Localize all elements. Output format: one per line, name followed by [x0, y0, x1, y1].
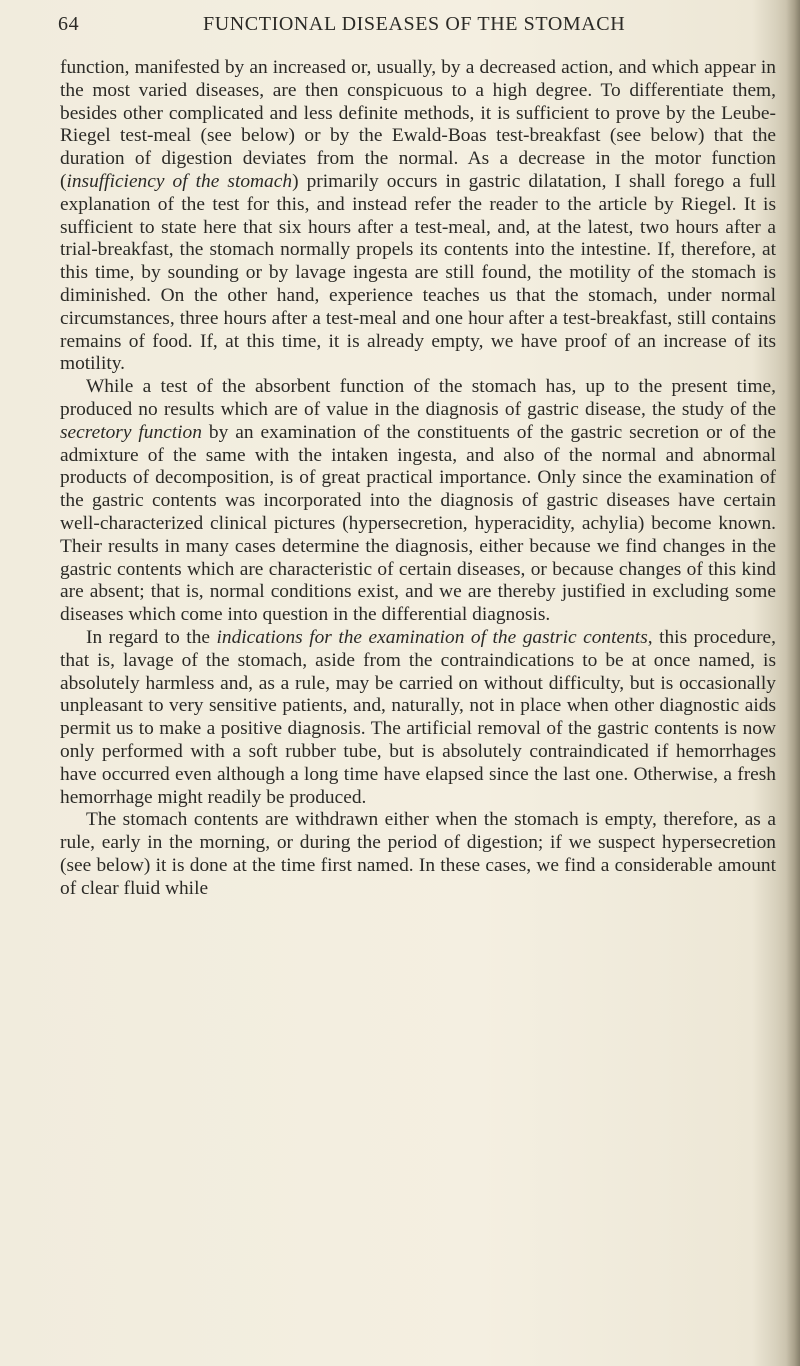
italic-phrase: indications for the examination of the gastric contents [216, 626, 648, 648]
page-number: 64 [58, 13, 80, 35]
text-run: by an examination of the constituents of the gastric secretion or of the admixture of the same with the intaken ingesta, and also of the normal and abnormal products of decomposition, is of great practical importance. Only since the examination of the gastric contents was incorporated into the diagnosis of gastric diseases have certain well-characterized clinical pictures (hypersecretion, hyperacidity, achylia) become known. Their results in many cases determine the diagnosis, either because we find changes in the gastric contents which are characteristic of certain diseases, or because changes of this kind are absent; that is, normal conditions exist, and we are thereby justified in excluding some diseases which come into question in the differential diagnosis. [60, 421, 777, 626]
italic-phrase: insufficiency of the stomach [66, 170, 293, 192]
paragraph [60, 627, 776, 809]
paragraph [60, 57, 776, 376]
running-title: FUNCTIONAL DISEASES OF THE STOMACH [203, 13, 626, 35]
text-run: The stomach contents are withdrawn either when the stomach is empty, therefore, as a rule, early in the morning, or during the period of digestion; if we suspect hypersecretion (see below) it is done at the time first named. In these cases, we find a considerable amount of clear fluid while [60, 809, 776, 899]
page-header [58, 4, 774, 44]
page-edge-shadow [786, 0, 800, 1366]
paragraph [60, 809, 776, 900]
text-run: While a test of the absorbent function of the stomach has, up to the present time, produced no results which are of value in the diagnosis of gastric disease, the study of the [60, 376, 776, 420]
italic-phrase: secretory function [60, 421, 202, 443]
text-run: In regard to the [86, 626, 217, 648]
body-text [60, 57, 776, 900]
paragraph [60, 376, 776, 627]
text-run: ) primarily occurs in gastric dilatation, I shall forego a full explanation of the test for this, and instead refer the reader to the article by Riegel. It is sufficient to state here that six hours after a test-meal, and, at the latest, two hours after a trial-breakfast, the stomach normally propels its contents into the intestine. If, therefore, at this time, by sounding or by lavage ingesta are still found, the motility of the stomach is diminished. On the other hand, experience teaches us that the stomach, under normal circumstances, three hours after a test-meal and one hour after a test-breakfast, still contains remains of food. If, at this time, it is already empty, we have proof of an increase of its motility. [60, 170, 776, 375]
text-run: function, manifested by an increased or, usually, by a decreased action, and which appear in the most varied diseases, are then conspicuous to a high degree. To differentiate them, besides other complicated and less definite methods, it is sufficient to prove by the Leube-Riegel test-meal (see below) or by the Ewald-Boas test-breakfast (see below) that the duration of digestion deviates from the normal. As a decrease in the motor function ( [60, 57, 776, 192]
text-run: , this procedure, that is, lavage of the stomach, aside from the contraindications to be at once named, is absolutely harmless and, as a rule, may be carried on without difficulty, but is occasionally unpleasant to very sensitive patients, and, naturally, not in place when other diagnostic aids permit us to make a positive diagnosis. The artificial removal of the gastric contents is now only performed with a soft rubber tube, but is absolutely contraindicated if hemorrhages have occurred even although a long time have elapsed since the last one. Otherwise, a fresh hemorrhage might readily be produced. [60, 626, 776, 808]
